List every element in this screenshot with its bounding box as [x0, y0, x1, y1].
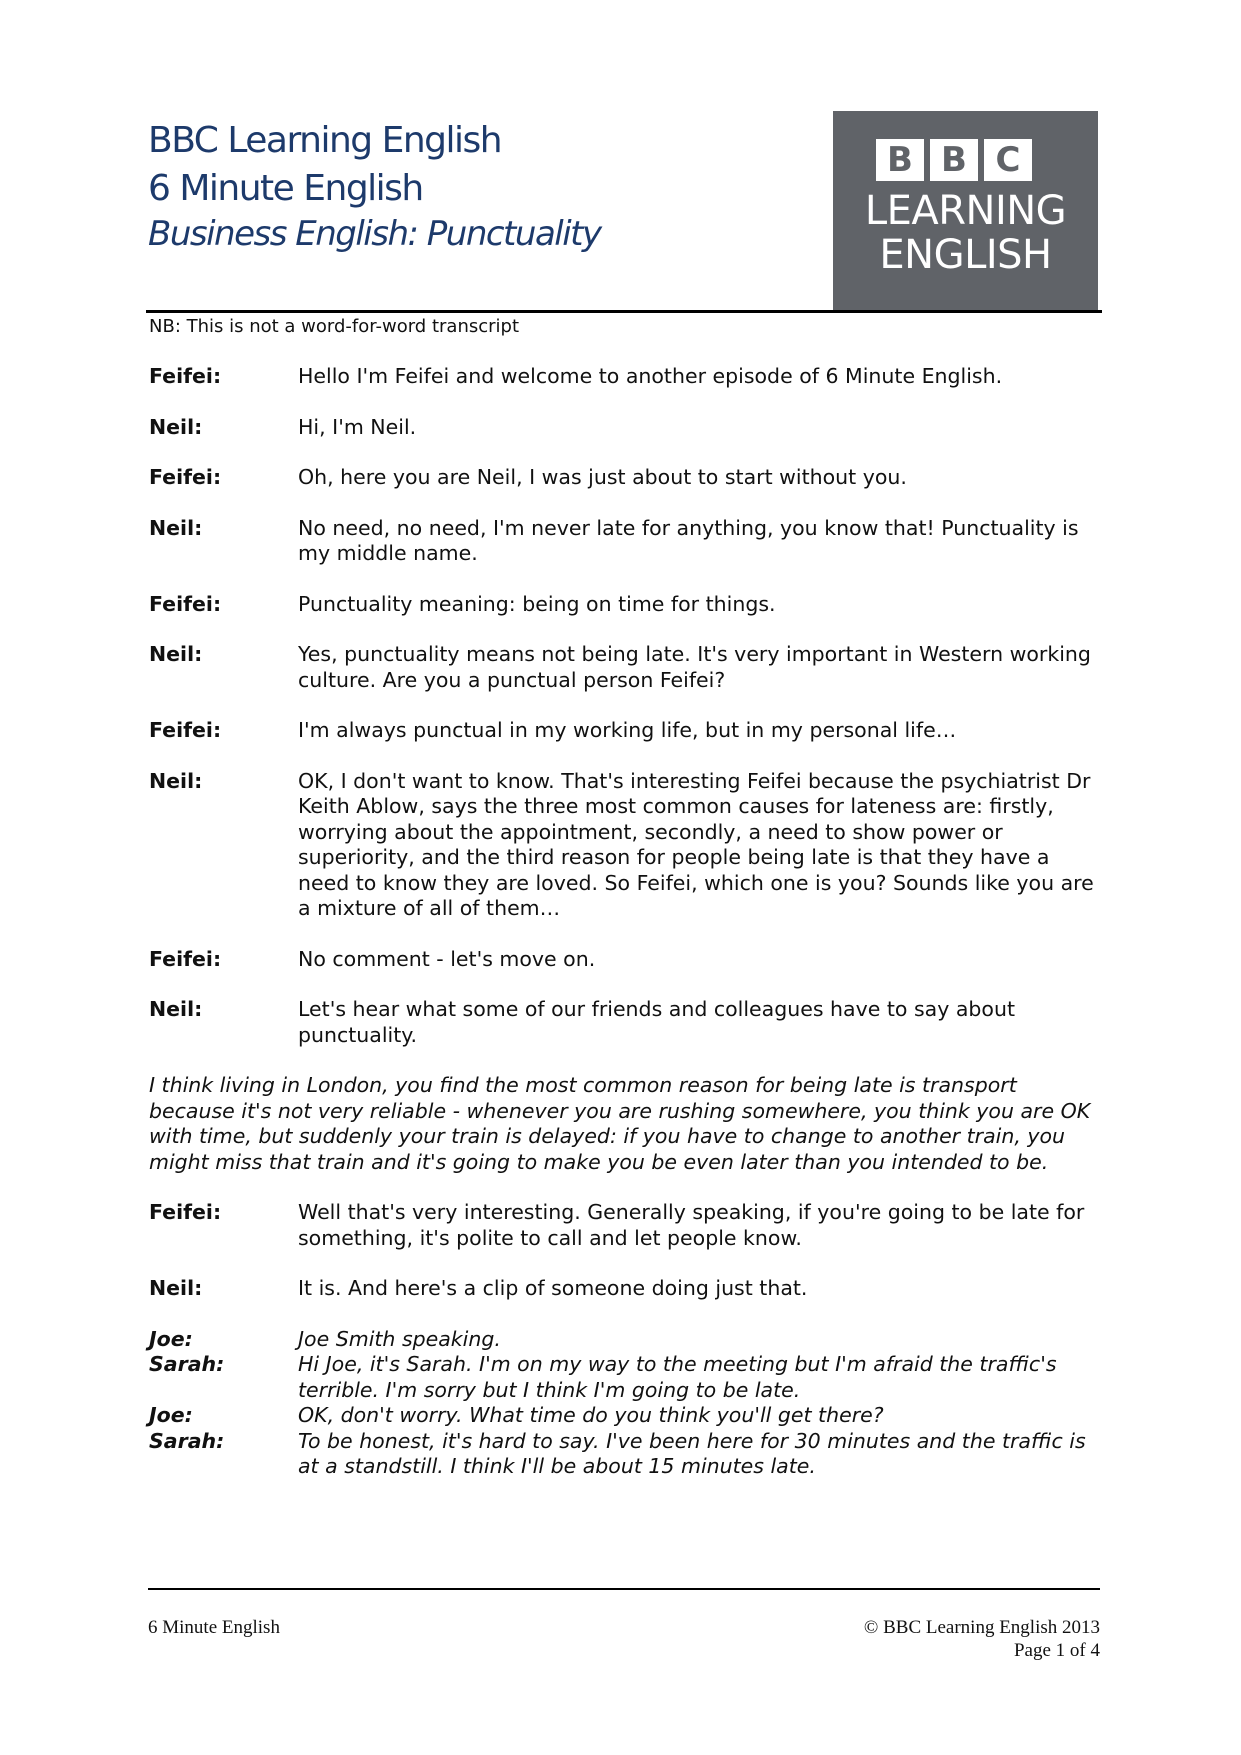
speaker-line: Punctuality meaning: being on time for things. — [298, 591, 776, 616]
dialogue-turn — [149, 364, 1101, 390]
speaker-name: Feifei: — [149, 1200, 222, 1224]
footer-copyright: © BBC Learning English 2013 — [863, 1617, 1100, 1638]
dialogue-turn — [149, 718, 1101, 744]
speaker-name: Neil: — [149, 414, 203, 439]
header-divider — [146, 310, 1102, 313]
call-turn — [149, 1403, 1101, 1429]
speaker-line: No need, no need, I'm never late for anything, you know that! Punctuality is my middle name. — [298, 515, 1079, 565]
dialogue-turn — [149, 1276, 1101, 1302]
vox-pop-quote: I think living in London, you find the most common reason for being late is transport because it's not very reliable - whenever you are rushing somewhere, you think you are OK with time, but suddenly your train is delayed: if you have to change to another train, you might miss that train and it's going to make you be even later than you intended to be. — [149, 1073, 1091, 1174]
call-speaker: Sarah: — [149, 1428, 225, 1453]
call-line: Joe Smith speaking. — [298, 1326, 501, 1351]
speaker-name: Feifei: — [149, 364, 222, 388]
speaker-line: It is. And here's a clip of someone doing just that. — [298, 1276, 808, 1300]
call-line: Hi Joe, it's Sarah. I'm on my way to the meeting but I'm afraid the traffic's terrible. I'm sorry but I think I'm going to be late. — [298, 1352, 1057, 1402]
speaker-name: Neil: — [149, 515, 203, 540]
footer-divider — [148, 1588, 1100, 1590]
dialogue-turn — [149, 516, 1101, 567]
speaker-line: Well that's very interesting. Generally speaking, if you're going to be late for something, it's polite to call and let people know. — [298, 1200, 1085, 1250]
speaker-name: Neil: — [149, 997, 203, 1021]
transcript-body — [149, 364, 1101, 1480]
footer-page-number: Page 1 of 4 — [1013, 1640, 1100, 1661]
speaker-line: Hi, I'm Neil. — [298, 414, 417, 439]
speaker-line: Hello I'm Feifei and welcome to another episode of 6 Minute English. — [298, 364, 1003, 388]
speaker-line: OK, I don't want to know. That's interesting Feifei because the psychiatrist Dr Keith Ablow, says the three most common causes for lateness are: firstly, worrying about the appointment, secondly, a need to show power or superiority, and the third reason for people being late is that they have a need to know they are loved. So Feifei, which one is you? Sounds like you are a mixture of all of them… — [298, 768, 1094, 920]
speaker-line: I'm always punctual in my working life, but in my personal life… — [298, 718, 957, 742]
speaker-name: Feifei: — [149, 718, 222, 742]
dialogue-turn — [149, 415, 1101, 441]
dialogue-turn — [149, 947, 1101, 973]
header-series: 6 Minute English — [148, 168, 423, 209]
phone-call-clip — [149, 1327, 1101, 1480]
bbc-block-c: C — [984, 139, 1032, 181]
footer-series: 6 Minute English — [148, 1617, 280, 1638]
call-turn — [149, 1352, 1101, 1403]
call-speaker: Joe: — [149, 1403, 193, 1427]
call-speaker: Joe: — [149, 1326, 193, 1351]
call-turn — [149, 1327, 1101, 1353]
dialogue-turn — [149, 769, 1101, 922]
speaker-name: Feifei: — [149, 591, 222, 616]
header-title: BBC Learning English — [148, 120, 502, 161]
call-line: OK, don't worry. What time do you think you'll get there? — [298, 1403, 884, 1427]
speaker-line: Oh, here you are Neil, I was just about to start without you. — [298, 465, 907, 489]
call-line: To be honest, it's hard to say. I've been here for 30 minutes and the traffic is at a standstill. I think I'll be about 15 minutes late. — [298, 1428, 1086, 1478]
speaker-name: Feifei: — [149, 465, 222, 489]
dialogue-turn — [149, 465, 1101, 491]
dialogue-turn — [149, 997, 1101, 1048]
speaker-name: Feifei: — [149, 946, 222, 971]
dialogue-turn — [149, 1200, 1101, 1251]
dialogue-turn — [149, 642, 1101, 693]
logo-learning: LEARNING — [864, 188, 1067, 234]
speaker-line: No comment - let's move on. — [298, 946, 596, 971]
speaker-name: Neil: — [149, 768, 203, 793]
speaker-line: Let's hear what some of our friends and colleagues have to say about punctuality. — [298, 997, 1015, 1047]
dialogue-turn — [149, 592, 1101, 618]
call-speaker: Sarah: — [149, 1352, 225, 1376]
transcript-note: NB: This is not a word-for-word transcript — [149, 316, 520, 337]
speaker-name: Neil: — [149, 1276, 203, 1300]
speaker-name: Neil: — [149, 642, 203, 666]
header-episode: Business English: Punctuality — [148, 214, 601, 254]
bbc-learning-english-logo — [833, 111, 1098, 312]
call-turn — [149, 1429, 1101, 1480]
bbc-block-b2: B — [930, 139, 978, 181]
bbc-block-b1: B — [876, 139, 924, 181]
speaker-line: Yes, punctuality means not being late. It's very important in Western working culture. Are you a punctual person Feifei? — [298, 642, 1091, 692]
logo-english: ENGLISH — [879, 232, 1052, 278]
bbc-blocks — [876, 139, 1032, 181]
